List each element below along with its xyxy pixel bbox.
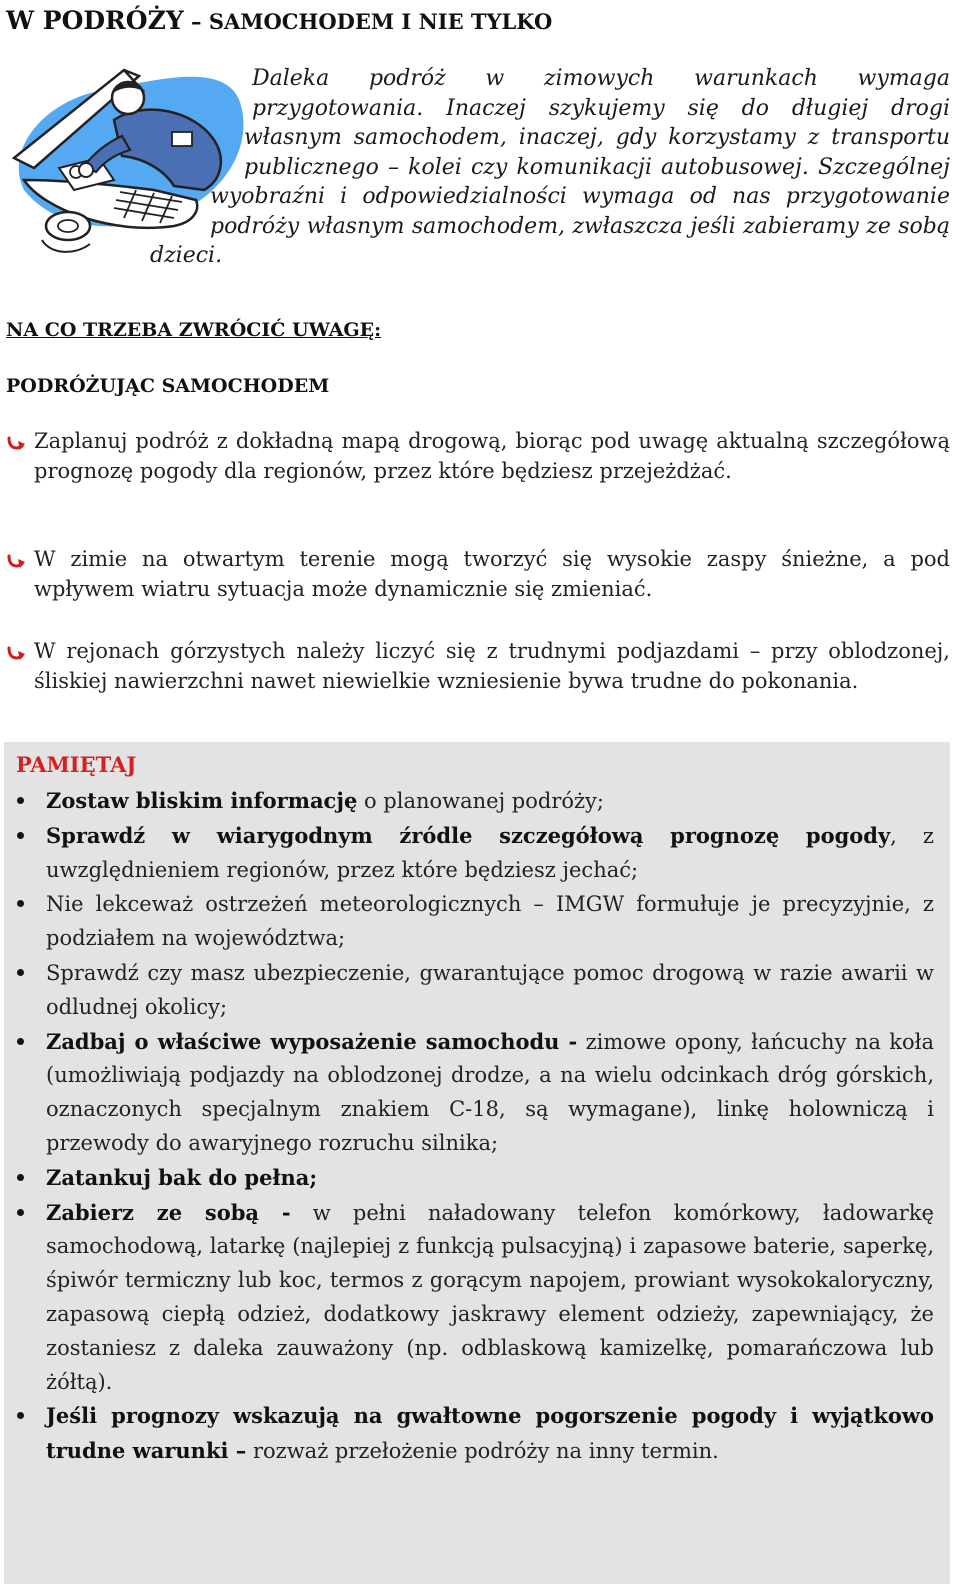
arrow-list-item <box>6 427 950 486</box>
item-bold: Zostaw bliskim informację <box>46 788 358 813</box>
item-bold: Sprawdź w wiarygodnym źródle szczegółową prognozę pogody <box>46 822 891 848</box>
attention-heading: NA CO TRZEBA ZWRÓCIĆ UWAGĘ: <box>6 319 382 341</box>
car-travel-heading: PODRÓŻUJĄC SAMOCHODEM <box>6 375 330 397</box>
arrow-list-item <box>6 637 950 696</box>
item-text: Nie lekceważ ostrzeżeń meteorologicznych – IMGW formułuje je precyzyjnie, z podziałem na województwa; <box>46 892 934 951</box>
list-item <box>46 956 934 1025</box>
list-item <box>46 784 934 819</box>
item-text: zimowe opony, łańcuchy na koła (umożliwiają podjazdy na oblodzonej drodze, a na wielu odcinkach dróg górskich, oznaczonych specjalnym znakiem C-18, są wymagane), linkę holowniczą i przewody do awaryjnego rozruchu silnika; <box>46 1029 934 1155</box>
item-bold: Zatankuj bak do pełna; <box>46 1164 318 1190</box>
arrow-item-text: W zimie na otwartym terenie mogą tworzyć się wysokie zaspy śnieżne, a pod wpływem wiatru sytuacja może dynamicznie się zmieniać. <box>34 547 950 601</box>
item-text: rozważ przełożenie podróży na inny termin. <box>246 1439 719 1464</box>
title-dash: – <box>183 9 209 34</box>
list-item <box>46 819 934 888</box>
intro-text: Daleka podróż w zimowych warunkach wymaga przygotowania. Inaczej szykujemy się do długiej drogi własnym samochodem, inaczej, gdy korzystamy z transportu publicznego – kolei czy komunikacji autobusowej. Szczególnej wyobraźni i odpowiedzialności wymaga od nas przygotowanie podróży własnym samochodem, zwłaszcza jeśli zabieramy ze sobą dzieci. <box>150 66 950 268</box>
item-bold: Zabierz ze sobą - <box>46 1199 291 1225</box>
red-curved-arrow-icon <box>6 549 28 571</box>
list-item <box>46 1161 934 1196</box>
list-item <box>46 1025 934 1161</box>
item-bold: Jeśli prognozy wskazują na gwałtowne pogorszenie pogody i wyjątkowo trudne warunki – <box>46 1403 934 1464</box>
list-item <box>46 1399 934 1469</box>
arrow-list-item <box>6 545 950 604</box>
remember-heading: PAMIĘTAJ <box>16 752 137 777</box>
item-text: o planowanej podróży; <box>357 789 605 813</box>
item-text: , z uwzględnieniem regionów, przez które będziesz jechać; <box>46 823 934 882</box>
title-main: W PODRÓŻY <box>6 6 184 35</box>
item-text: w pełni naładowany telefon komórkowy, ładowarkę samochodową, latarkę (najlepiej z funkcją pulsacyjną) i zapasowe baterie, saperkę, śpiwór termiczny lub koc, termos z gorącym napojem, prowiant wysokokaloryczny, zapasową ciepłą odzież, dodatkowy jaskrawy element odzieży, zapewniający, że zostaniesz z daleka zauważony (np. odblaskową kamizelkę, pomarańczowa lub żółtą). <box>46 1200 934 1394</box>
page-title <box>6 4 552 39</box>
remember-list <box>46 784 934 1469</box>
intro-paragraph <box>150 64 950 274</box>
title-rest: SAMOCHODEM I NIE TYLKO <box>208 9 553 34</box>
arrow-item-text: W rejonach górzystych należy liczyć się z trudnymi podjazdami – przy oblodzonej, śliskiej nawierzchni nawet niewielkie wzniesienie bywa trudne do pokonania. <box>34 639 950 693</box>
list-item <box>46 887 934 956</box>
red-curved-arrow-icon <box>6 431 28 453</box>
arrow-item-text: Zaplanuj podróż z dokładną mapą drogową, biorąc pod uwagę aktualną szczegółową prognozę pogody dla regionów, przez które będziesz przejeżdżać. <box>34 429 950 483</box>
item-text: Sprawdź czy masz ubezpieczenie, gwarantujące pomoc drogową w razie awarii w odludnej okolicy; <box>46 960 934 1019</box>
item-bold: Zadbaj o właściwe wyposażenie samochodu - <box>46 1028 578 1054</box>
red-curved-arrow-icon <box>6 641 28 663</box>
list-item <box>46 1196 934 1400</box>
